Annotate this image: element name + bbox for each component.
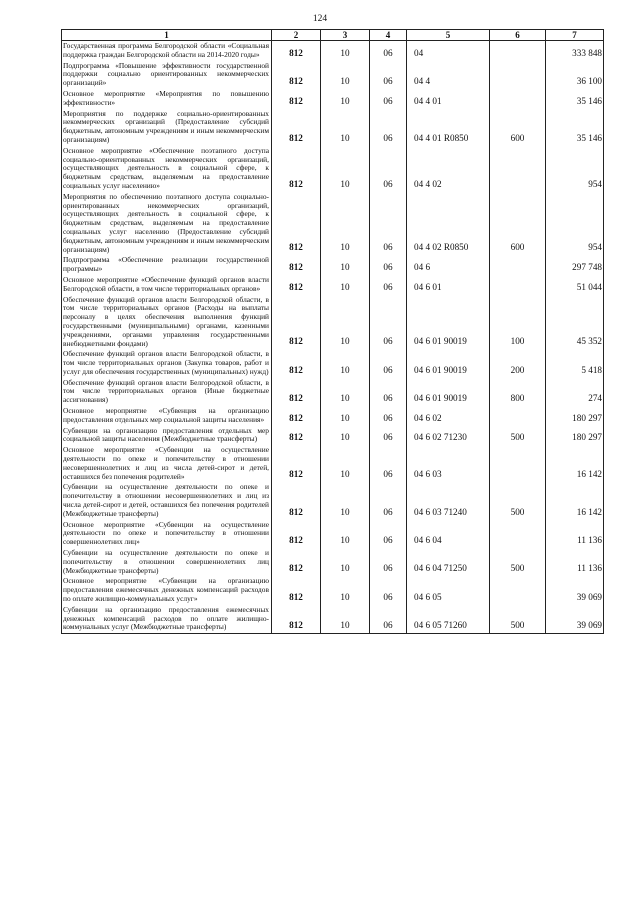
expense-type-code: 600 — [490, 192, 546, 256]
table-row — [62, 109, 604, 146]
amount-value: 297 748 — [546, 255, 604, 275]
ministry-code: 812 — [272, 146, 321, 192]
amount-value: 39 069 — [546, 605, 604, 634]
amount-value: 35 146 — [546, 109, 604, 146]
ministry-code: 812 — [272, 548, 321, 576]
ministry-code: 812 — [272, 41, 321, 61]
expense-type-code — [490, 146, 546, 192]
row-name: Обеспечение функций органов власти Белгородской области, в том числе территориальных органов (Закупка товаров, работ и услуг для обеспечения государственных (муниципальных) нужд) — [62, 349, 272, 377]
expense-type-code — [490, 41, 546, 61]
section-code: 10 — [321, 109, 370, 146]
amount-value: 36 100 — [546, 61, 604, 89]
target-article-code: 04 6 03 — [407, 445, 490, 482]
subsection-code: 06 — [370, 61, 407, 89]
target-article-code: 04 6 04 71250 — [407, 548, 490, 576]
subsection-code: 06 — [370, 349, 407, 377]
table-row — [62, 61, 604, 89]
ministry-code: 812 — [272, 61, 321, 89]
expense-type-code: 100 — [490, 295, 546, 350]
subsection-code: 06 — [370, 41, 407, 61]
section-code: 10 — [321, 146, 370, 192]
target-article-code: 04 6 05 71260 — [407, 605, 490, 634]
column-header: 6 — [490, 30, 546, 41]
row-name: Подпрограмма «Обеспечение реализации государственной программы» — [62, 255, 272, 275]
ministry-code: 812 — [272, 295, 321, 350]
subsection-code: 06 — [370, 426, 407, 446]
row-name: Обеспечение функций органов власти Белгородской области, в том числе территориальных органов (Расходы на выплаты персоналу в целях обеспечения выполнения функций государственными (муниципальными) органами, казенными учреждениями, органами управления государственными внебюджетными фондами) — [62, 295, 272, 350]
row-name: Основное мероприятие «Субвенции на осуществление деятельности по опеке и попечительству в отношении несовершеннолетних и лиц из числа детей-сирот и детей, оставшихся без попечения родителей» — [62, 445, 272, 482]
row-name: Основное мероприятие «Субвенция на организацию предоставления отдельных мер социальной защиты населения» — [62, 406, 272, 426]
subsection-code: 06 — [370, 406, 407, 426]
row-name: Мероприятия по поддержке социально-ориентированных некоммерческих организаций (Предоставление субсидий бюджетным, автономным учреждениям и иным некоммерческим организациям) — [62, 109, 272, 146]
ministry-code: 812 — [272, 275, 321, 295]
table-row — [62, 275, 604, 295]
target-article-code: 04 6 01 90019 — [407, 295, 490, 350]
ministry-code: 812 — [272, 576, 321, 604]
amount-value: 333 848 — [546, 41, 604, 61]
column-header: 3 — [321, 30, 370, 41]
ministry-code: 812 — [272, 445, 321, 482]
ministry-code: 812 — [272, 406, 321, 426]
ministry-code: 812 — [272, 255, 321, 275]
section-code: 10 — [321, 482, 370, 519]
subsection-code: 06 — [370, 445, 407, 482]
subsection-code: 06 — [370, 146, 407, 192]
page-number: 124 — [312, 14, 328, 24]
amount-value: 45 352 — [546, 295, 604, 350]
section-code: 10 — [321, 89, 370, 109]
section-code: 10 — [321, 520, 370, 548]
ministry-code: 812 — [272, 378, 321, 406]
expense-type-code — [490, 445, 546, 482]
amount-value: 954 — [546, 192, 604, 256]
section-code: 10 — [321, 576, 370, 604]
ministry-code: 812 — [272, 192, 321, 256]
section-code: 10 — [321, 41, 370, 61]
row-name: Государственная программа Белгородской области «Социальная поддержка граждан Белгородской области на 2014-2020 годы» — [62, 41, 272, 61]
section-code: 10 — [321, 192, 370, 256]
amount-value: 11 136 — [546, 520, 604, 548]
table-row — [62, 295, 604, 350]
expense-type-code: 600 — [490, 109, 546, 146]
expense-type-code — [490, 576, 546, 604]
section-code: 10 — [321, 378, 370, 406]
amount-value: 274 — [546, 378, 604, 406]
table-row — [62, 255, 604, 275]
row-name: Субвенции на организацию предоставления ежемесячных денежных компенсаций расходов по оплате жилищно-коммунальных услуг (Межбюджетные трансферты) — [62, 605, 272, 634]
target-article-code: 04 6 04 — [407, 520, 490, 548]
row-name: Основное мероприятие «Субвенции на осуществление деятельности по опеке и попечительству в отношении совершеннолетних лиц» — [62, 520, 272, 548]
table-row — [62, 192, 604, 256]
target-article-code: 04 6 01 90019 — [407, 378, 490, 406]
amount-value: 11 136 — [546, 548, 604, 576]
expense-type-code — [490, 255, 546, 275]
expense-type-code: 500 — [490, 482, 546, 519]
subsection-code: 06 — [370, 605, 407, 634]
target-article-code: 04 6 03 71240 — [407, 482, 490, 519]
table-body — [62, 41, 604, 634]
amount-value: 180 297 — [546, 406, 604, 426]
amount-value: 51 044 — [546, 275, 604, 295]
column-header: 1 — [62, 30, 272, 41]
expense-type-code: 500 — [490, 605, 546, 634]
table-row — [62, 41, 604, 61]
row-name: Основное мероприятие «Обеспечение функций органов власти Белгородской области, в том числе территориальных органов» — [62, 275, 272, 295]
row-name: Подпрограмма «Повышение эффективности государственной поддержки социально ориентированных некоммерческих организаций» — [62, 61, 272, 89]
subsection-code: 06 — [370, 89, 407, 109]
column-header-row — [62, 30, 604, 41]
row-name: Основное мероприятие «Субвенции на организацию предоставления ежемесячных денежных компенсаций расходов по оплате жилищно-коммунальных услуг» — [62, 576, 272, 604]
subsection-code: 06 — [370, 548, 407, 576]
target-article-code: 04 4 02 R0850 — [407, 192, 490, 256]
table-row — [62, 548, 604, 576]
section-code: 10 — [321, 406, 370, 426]
table-row — [62, 426, 604, 446]
amount-value: 39 069 — [546, 576, 604, 604]
section-code: 10 — [321, 275, 370, 295]
section-code: 10 — [321, 349, 370, 377]
section-code: 10 — [321, 605, 370, 634]
expense-type-code — [490, 406, 546, 426]
target-article-code: 04 6 01 90019 — [407, 349, 490, 377]
target-article-code: 04 6 01 — [407, 275, 490, 295]
table-row — [62, 605, 604, 634]
expense-type-code — [490, 61, 546, 89]
subsection-code: 06 — [370, 482, 407, 519]
section-code: 10 — [321, 445, 370, 482]
amount-value: 16 142 — [546, 445, 604, 482]
ministry-code: 812 — [272, 89, 321, 109]
ministry-code: 812 — [272, 349, 321, 377]
subsection-code: 06 — [370, 109, 407, 146]
target-article-code: 04 6 05 — [407, 576, 490, 604]
section-code: 10 — [321, 255, 370, 275]
row-name: Субвенции на организацию предоставления отдельных мер социальной защиты населения (Межбюджетные трансферты) — [62, 426, 272, 446]
target-article-code: 04 — [407, 41, 490, 61]
section-code: 10 — [321, 61, 370, 89]
row-name: Обеспечение функций органов власти Белгородской области, в том числе территориальных органов (Иные бюджетные ассигнования) — [62, 378, 272, 406]
expense-type-code: 500 — [490, 548, 546, 576]
expense-type-code: 500 — [490, 426, 546, 446]
column-header: 2 — [272, 30, 321, 41]
subsection-code: 06 — [370, 275, 407, 295]
amount-value: 180 297 — [546, 426, 604, 446]
row-name: Мероприятия по обеспечению поэтапного доступа социально-ориентированных некоммерческих организаций, осуществляющих деятельность в социальной сфере, к бюджетным средствам, выделяемым на предоставление социальных услуг населению (Предоставление субсидий бюджетным, автономным учреждениям и иным некоммерческим организациям) — [62, 192, 272, 256]
ministry-code: 812 — [272, 426, 321, 446]
expense-type-code: 800 — [490, 378, 546, 406]
table-row — [62, 378, 604, 406]
expense-type-code: 200 — [490, 349, 546, 377]
column-header: 7 — [546, 30, 604, 41]
row-name: Основное мероприятие «Обеспечение поэтапного доступа социально-ориентированных некоммерческих организаций, осуществляющих деятельность в социальной сфере, к бюджетным средствам, выделяемым на предоставление социальных услуг населению» — [62, 146, 272, 192]
target-article-code: 04 4 — [407, 61, 490, 89]
expense-type-code — [490, 89, 546, 109]
expense-type-code — [490, 275, 546, 295]
amount-value: 954 — [546, 146, 604, 192]
section-code: 10 — [321, 548, 370, 576]
section-code: 10 — [321, 426, 370, 446]
table-row — [62, 89, 604, 109]
target-article-code: 04 4 01 — [407, 89, 490, 109]
row-name: Субвенции на осуществление деятельности по опеке и попечительству в отношении совершеннолетних лиц (Межбюджетные трансферты) — [62, 548, 272, 576]
ministry-code: 812 — [272, 482, 321, 519]
row-name: Основное мероприятие «Мероприятия по повышению эффективности» — [62, 89, 272, 109]
budget-table — [61, 29, 604, 634]
amount-value: 5 418 — [546, 349, 604, 377]
subsection-code: 06 — [370, 192, 407, 256]
amount-value: 35 146 — [546, 89, 604, 109]
table-row — [62, 406, 604, 426]
subsection-code: 06 — [370, 576, 407, 604]
column-header: 5 — [407, 30, 490, 41]
ministry-code: 812 — [272, 520, 321, 548]
column-header: 4 — [370, 30, 407, 41]
target-article-code: 04 4 02 — [407, 146, 490, 192]
target-article-code: 04 6 02 — [407, 406, 490, 426]
ministry-code: 812 — [272, 109, 321, 146]
subsection-code: 06 — [370, 295, 407, 350]
target-article-code: 04 6 — [407, 255, 490, 275]
expense-type-code — [490, 520, 546, 548]
subsection-code: 06 — [370, 255, 407, 275]
target-article-code: 04 6 02 71230 — [407, 426, 490, 446]
amount-value: 16 142 — [546, 482, 604, 519]
section-code: 10 — [321, 295, 370, 350]
table-row — [62, 146, 604, 192]
table-row — [62, 349, 604, 377]
row-name: Субвенции на осуществление деятельности по опеке и попечительству в отношении несовершеннолетних и лиц из числа детей-сирот и детей, оставшихся без попечения родителей (Межбюджетные трансферты) — [62, 482, 272, 519]
table-row — [62, 520, 604, 548]
target-article-code: 04 4 01 R0850 — [407, 109, 490, 146]
table-row — [62, 482, 604, 519]
subsection-code: 06 — [370, 520, 407, 548]
ministry-code: 812 — [272, 605, 321, 634]
subsection-code: 06 — [370, 378, 407, 406]
table-row — [62, 445, 604, 482]
table-row — [62, 576, 604, 604]
